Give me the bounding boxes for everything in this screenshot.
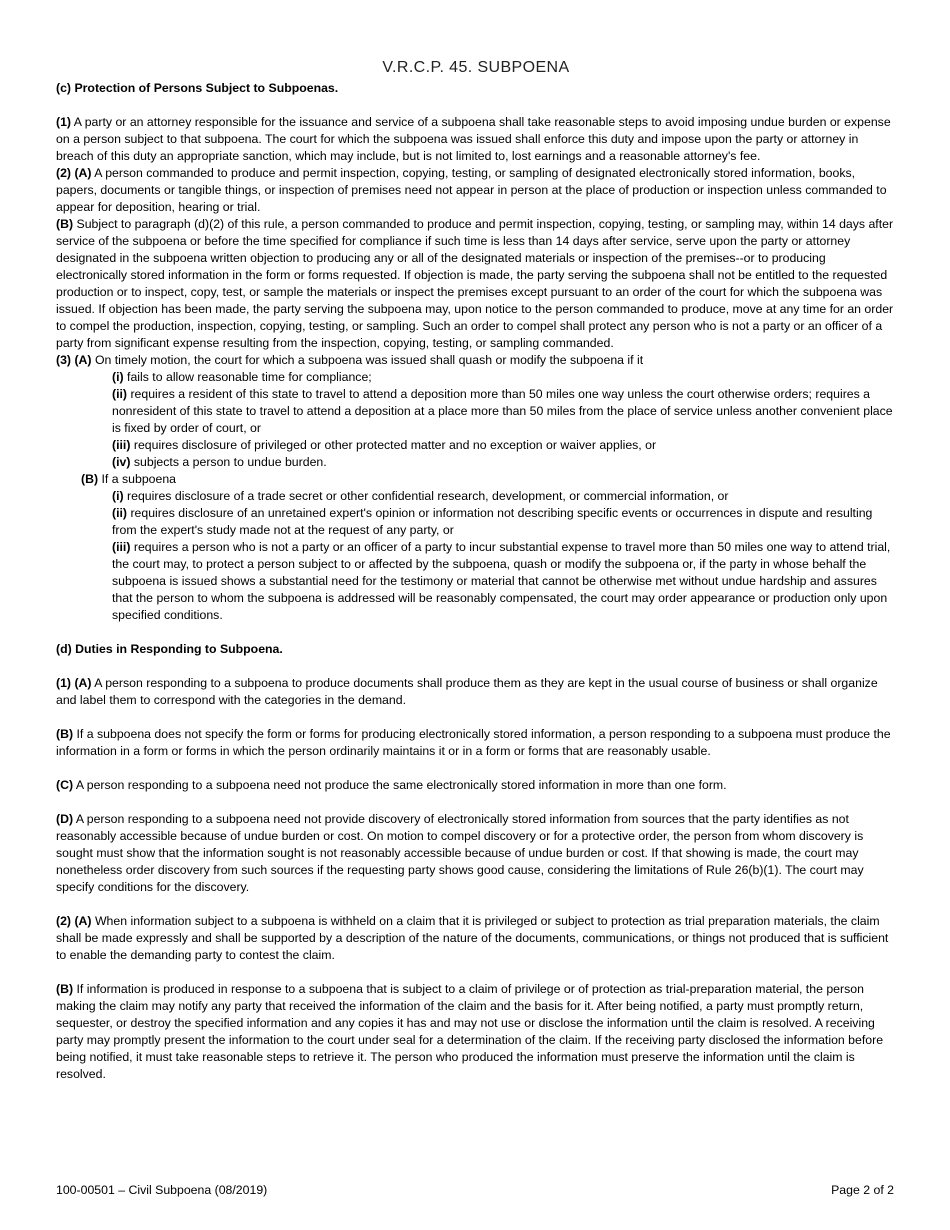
paragraph-label: (1) (A) — [56, 676, 92, 690]
paragraph-label: (B) — [56, 982, 74, 996]
paragraph-d2b — [56, 981, 896, 1083]
paragraph-label: (B) — [56, 727, 74, 741]
item-label: (iv) — [112, 455, 131, 469]
item-label: (i) — [112, 370, 124, 384]
paragraph-c1 — [56, 114, 896, 165]
paragraph-label: (D) — [56, 812, 74, 826]
item-text: subjects a person to undue burden. — [130, 455, 327, 469]
item-text: requires disclosure of privileged or other protected matter and no exception or waiver applies, or — [130, 438, 657, 452]
list-item-c3b-ii — [56, 505, 896, 539]
paragraph-text: Subject to paragraph (d)(2) of this rule, a person commanded to produce and permit inspection, copying, testing, or sampling may, within 14 days after service of the subpoena or before the time specified for compliance if such time is less than 14 days after service, serve upon the party or attorney designated in the subpoena written objection to producing any or all of the designated materials or inspection of the premises--or to producing electronically stored information in the form or forms requested. If objection is made, the party serving the subpoena shall not be entitled to the requested production or to inspect, copy, test, or sample the materials or inspect the premises except pursuant to an order of the court for which the subpoena was issued. If objection has been made, the party serving the subpoena may, upon notice to the person commanded to produce, move at any time for an order to compel the production, inspection, copying, testing, or sampling. Such an order to compel shall protect any person who is not a party or an officer of a party from significant expense resulting from the inspection, copying, testing, or sampling commanded. — [56, 217, 894, 350]
page-footer — [56, 1182, 894, 1199]
page-title: V.R.C.P. 45. SUBPOENA — [382, 59, 570, 76]
section-d-heading: (d) Duties in Responding to Subpoena. — [56, 642, 283, 656]
list-item-c3a-iii — [56, 437, 896, 454]
paragraph-text: If information is produced in response to a subpoena that is subject to a claim of privilege or of protection as trial-preparation material, the person making the claim may notify any party that received the information of the claim and the basis for it. After being notified, a party must promptly return, sequester, or destroy the specified information and any copies it has and may not use or disclose the information until the claim is resolved. A receiving party may promptly present the information to the court under seal for a determination of the claim. If the receiving party disclosed the information before being notified, it must take reasonable steps to retrieve it. The person who produced the information must preserve the information until the claim is resolved. — [56, 982, 884, 1081]
paragraph-d2a — [56, 913, 896, 964]
list-item-c3a-ii — [56, 386, 896, 437]
paragraph-label: (B) — [56, 217, 74, 231]
form-id: 100-00501 – Civil Subpoena (08/2019) — [56, 1183, 268, 1197]
paragraph-d1b — [56, 726, 896, 760]
document-page — [56, 58, 896, 1083]
section-c-heading: (c) Protection of Persons Subject to Subpoenas. — [56, 81, 339, 95]
item-label: (ii) — [112, 387, 128, 401]
paragraph-text: When information subject to a subpoena is withheld on a claim that it is privileged or subject to protection as trial preparation materials, the claim shall be made expressly and shall be supported by a description of the nature of the documents, communications, or things not produced that is sufficient to enable the demanding party to contest the claim. — [56, 914, 889, 962]
list-item-c3a-iv — [56, 454, 896, 471]
list-item-c3a-i — [56, 369, 896, 386]
paragraph-text: A party or an attorney responsible for the issuance and service of a subpoena shall take reasonable steps to avoid imposing undue burden or expense on a person subject to that subpoena. The court for which the subpoena was issued shall enforce this duty and impose upon the party or attorney in breach of this duty an appropriate sanction, which may include, but is not limited to, lost earnings and a reasonable attorney's fee. — [56, 115, 891, 163]
paragraph-label: (1) — [56, 115, 72, 129]
paragraph-text: A person responding to a subpoena to produce documents shall produce them as they are kept in the usual course of business or shall organize and label them to correspond with the categories in the demand. — [56, 676, 878, 707]
item-text: requires a person who is not a party or an officer of a party to incur substantial expense to travel more than 50 miles one way to attend trial, the court may, to protect a person subject to or affected by the subpoena, quash or modify the subpoena or, if the party in whose behalf the subpoena is issued shows a substantial need for the testimony or material that cannot be otherwise met without undue hardship and assures that the person to whom the subpoena is addressed will be reasonably compensated, the court may order appearance or production only upon specified conditions. — [112, 540, 891, 622]
paragraph-label: (2) (A) — [56, 914, 92, 928]
paragraph-text: A person commanded to produce and permit inspection, copying, testing, or sampling of designated electronically stored information, books, papers, documents or tangible things, or inspection of premises need not appear in person at the place of production or inspection unless commanded to appear for deposition, hearing or trial. — [56, 166, 887, 214]
item-text: requires disclosure of a trade secret or other confidential research, development, or commercial information, or — [123, 489, 729, 503]
paragraph-text: If a subpoena — [98, 472, 177, 486]
item-text: requires a resident of this state to travel to attend a deposition more than 50 miles one way unless the court otherwise orders; requires a nonresident of this state to travel to attend a deposition at a place more than 50 miles from the place of service unless another convenient place is fixed by order of court, or — [112, 387, 893, 435]
page-number: Page 2 of 2 — [831, 1183, 894, 1197]
item-text: requires disclosure of an unretained expert's opinion or information not describing specific events or occurrences in dispute and resulting from the expert's study made not at the request of any party, or — [112, 506, 873, 537]
paragraph-text: A person responding to a subpoena need not provide discovery of electronically stored information from sources that the party identifies as not reasonably accessible because of undue burden or cost. On motion to compel discovery or for a protective order, the person from whom discovery is sought must show that the information sought is not reasonably accessible because of undue burden or cost. If that showing is made, the court may nonetheless order discovery from such sources if the requesting party shows good cause, considering the limitations of Rule 26(b)(1). The court may specify conditions for the discovery. — [56, 812, 864, 894]
item-label: (iii) — [112, 438, 131, 452]
paragraph-label: (C) — [56, 778, 74, 792]
paragraph-text: If a subpoena does not specify the form or forms for producing electronically stored information, a person responding to a subpoena must produce the information in a form or forms in which the person ordinarily maintains it or in a form or forms that are reasonably usable. — [56, 727, 891, 758]
paragraph-c2b — [56, 216, 896, 352]
paragraph-c2a — [56, 165, 896, 216]
paragraph-label: (B) — [81, 472, 99, 486]
item-text: fails to allow reasonable time for compliance; — [123, 370, 372, 384]
list-item-c3b-iii — [56, 539, 896, 624]
item-label: (ii) — [112, 506, 128, 520]
paragraph-text: A person responding to a subpoena need not produce the same electronically stored information in more than one form. — [73, 778, 727, 792]
paragraph-d1d — [56, 811, 896, 896]
paragraph-label: (3) (A) — [56, 353, 92, 367]
item-label: (i) — [112, 489, 124, 503]
paragraph-d1c — [56, 777, 896, 794]
list-item-c3b-i — [56, 488, 896, 505]
item-label: (iii) — [112, 540, 131, 554]
paragraph-c3a — [56, 352, 896, 369]
paragraph-label: (2) (A) — [56, 166, 92, 180]
paragraph-text: On timely motion, the court for which a subpoena was issued shall quash or modify the subpoena if it — [91, 353, 644, 367]
paragraph-c3b — [56, 471, 896, 488]
paragraph-d1a — [56, 675, 896, 709]
